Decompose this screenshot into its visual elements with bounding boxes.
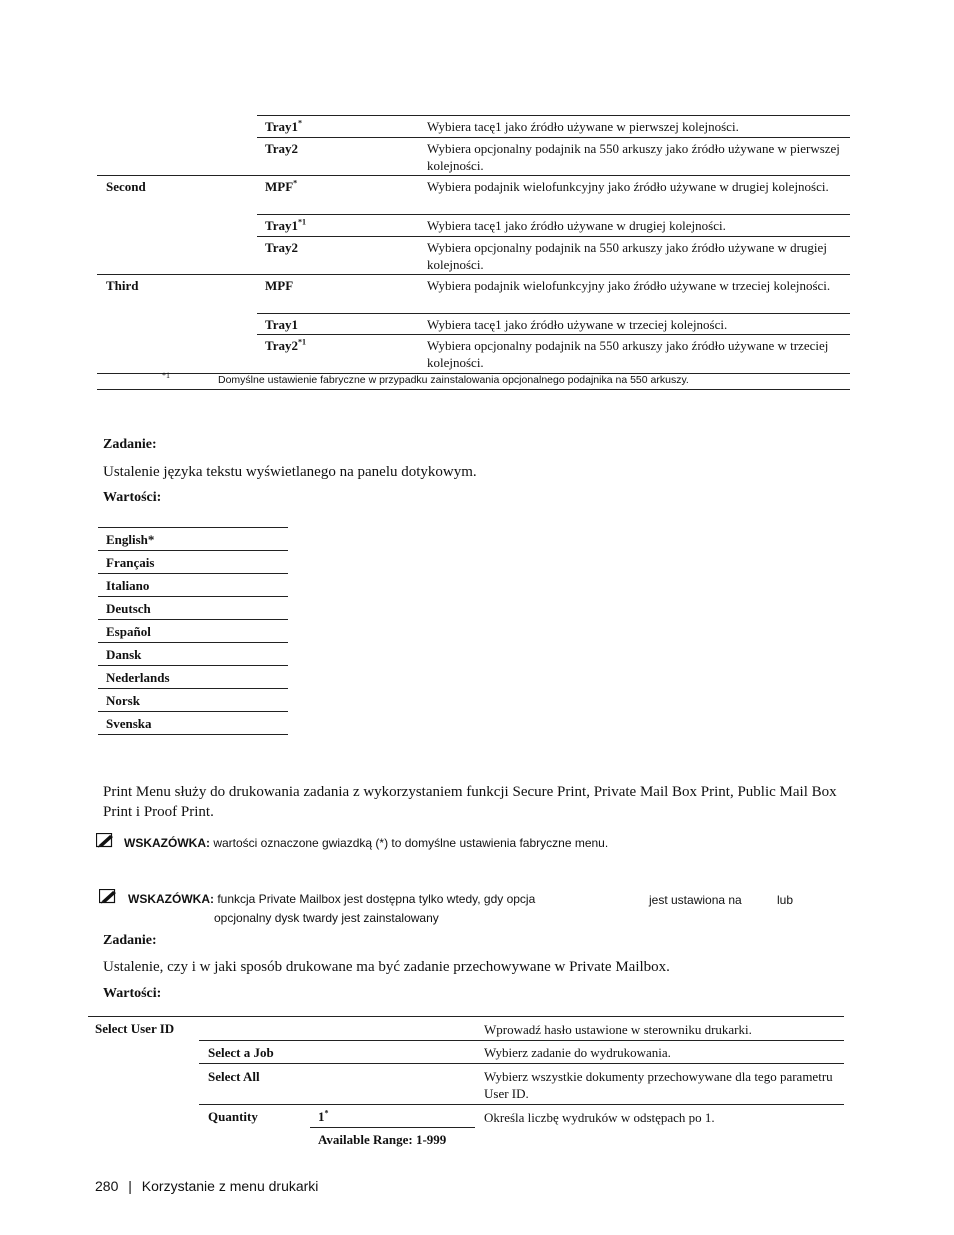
note-pencil-icon — [96, 833, 114, 848]
quantity-desc: Określa liczbę wydruków w odstępach po 1. — [484, 1110, 715, 1125]
page-number: 280 — [95, 1178, 119, 1194]
option-tray2-first: Tray2 — [265, 141, 298, 156]
option-tray1-first: Tray1* — [265, 118, 302, 134]
language-task-text: Ustalenie języka tekstu wyświetlanego na panelu dotykowym. — [103, 464, 477, 480]
list-item: Français — [98, 550, 288, 572]
table-rule — [199, 1104, 844, 1105]
table-rule — [257, 214, 850, 215]
footnote-mark: *1 — [162, 371, 170, 380]
list-item: Svenska — [98, 711, 288, 735]
list-item: Norsk — [98, 688, 288, 710]
list-item: Italiano — [98, 573, 288, 595]
footnote-text: Domyślne ustawienie fabryczne w przypadku zainstalowania opcjonalnego podajnika na 550 arkuszy. — [218, 374, 689, 386]
desc-tray2-second: Wybiera opcjonalny podajnik na 550 arkuszy jako źródło używane w drugiej kolejności. — [427, 240, 827, 272]
table-rule — [257, 115, 850, 116]
available-range: Available Range: 1-999 — [318, 1132, 447, 1147]
mailbox-task-text: Ustalenie, czy i w jaki sposób drukowane ma być zadanie przechowywane w Private Mailbox. — [103, 959, 670, 975]
desc-tray2-third: Wybiera opcjonalny podajnik na 550 arkuszy jako źródło używane w trzeciej kolejności. — [427, 338, 829, 370]
desc-mpf-second: Wybiera podajnik wielofunkcyjny jako źródło używane w drugiej kolejności. — [427, 179, 829, 194]
option-mpf-second: MPF* — [265, 178, 298, 194]
group-third: Third — [106, 278, 139, 293]
desc-tray1-second: Wybiera tacę1 jako źródło używane w drugiej kolejności. — [427, 218, 726, 233]
table-rule — [97, 389, 850, 390]
note2-text-a: funkcja Private Mailbox jest dostępna tylko wtedy, gdy opcja — [217, 892, 536, 906]
note-pencil-icon — [99, 889, 117, 904]
note2-text-c: lub — [777, 893, 794, 907]
option-tray1-second: Tray1$^{*1}$ — [265, 217, 306, 233]
table-rule — [310, 1127, 475, 1128]
group-second: Second — [106, 179, 146, 194]
table-rule — [199, 1040, 844, 1041]
footer-separator: | — [128, 1178, 132, 1194]
note2-text-b: jest ustawiona na — [649, 893, 742, 907]
desc-tray1-third: Wybiera tacę1 jako źródło używane w trzeciej kolejności. — [427, 317, 728, 332]
mailbox-values-label: Wartości: — [103, 986, 162, 1001]
option-mpf-third: MPF — [265, 278, 294, 293]
desc-tray1-first: Wybiera tacę1 jako źródło używane w pierwszej kolejności. — [427, 119, 739, 134]
option-tray2-third: Tray2$^{*1}$ — [265, 337, 306, 353]
desc-mpf-third: Wybiera podajnik wielofunkcyjny jako źródło używane w trzeciej kolejności. — [427, 278, 831, 293]
table-rule — [257, 137, 850, 138]
note2-text-d: opcjonalny dysk twardy jest zainstalowany — [214, 911, 439, 925]
note1-text: wartości oznaczone gwiazdką (*) to domyślne ustawienia fabryczne menu. — [213, 836, 609, 850]
list-item: Español — [98, 619, 288, 641]
desc-tray2-first: Wybiera opcjonalny podajnik na 550 arkuszy jako źródło używane w pierwszej kolejności. — [427, 141, 840, 173]
select-all-desc: Wybierz wszystkie dokumenty przechowywane dla tego parametru User ID. — [484, 1069, 833, 1101]
table-rule — [199, 1063, 844, 1064]
table-rule — [88, 1016, 844, 1017]
table-rule — [257, 236, 850, 237]
select-a-job-label: Select a Job — [208, 1045, 274, 1060]
footer-section-title: Korzystanie z menu drukarki — [141, 1178, 319, 1194]
note1 — [124, 836, 608, 850]
note2-label: WSKAZÓWKA: — [128, 892, 214, 906]
select-user-id-label: Select User ID — [95, 1021, 175, 1036]
list-item: English* — [98, 527, 288, 549]
select-all-label: Select All — [208, 1069, 260, 1084]
option-tray2-second: Tray2 — [265, 240, 298, 255]
page-footer — [95, 1178, 318, 1194]
table-rule — [257, 334, 850, 335]
list-item: Deutsch — [98, 596, 288, 618]
print-menu-intro: Print Menu służy do drukowania zadania z wykorzystaniem funkcji Secure Print, Private Mail Box Print, Public Mail Box Print i Proof Print. — [103, 784, 837, 820]
language-values-label: Wartości: — [103, 490, 162, 505]
note1-label: WSKAZÓWKA: — [124, 836, 210, 850]
list-item: Nederlands — [98, 665, 288, 687]
table-rule — [97, 175, 850, 176]
list-item: Dansk — [98, 642, 288, 664]
table-rule — [257, 313, 850, 314]
select-user-id-desc: Wprowadź hasło ustawione w sterowniku drukarki. — [484, 1022, 752, 1037]
note2-line1 — [128, 892, 535, 906]
quantity-label: Quantity — [208, 1109, 258, 1124]
option-tray1-third: Tray1 — [265, 317, 298, 332]
table-rule — [97, 274, 850, 275]
mailbox-task-label: Zadanie: — [103, 933, 157, 948]
language-task-label: Zadanie: — [103, 437, 157, 452]
quantity-default: 1* — [318, 1108, 329, 1124]
select-a-job-desc: Wybierz zadanie do wydrukowania. — [484, 1045, 671, 1060]
